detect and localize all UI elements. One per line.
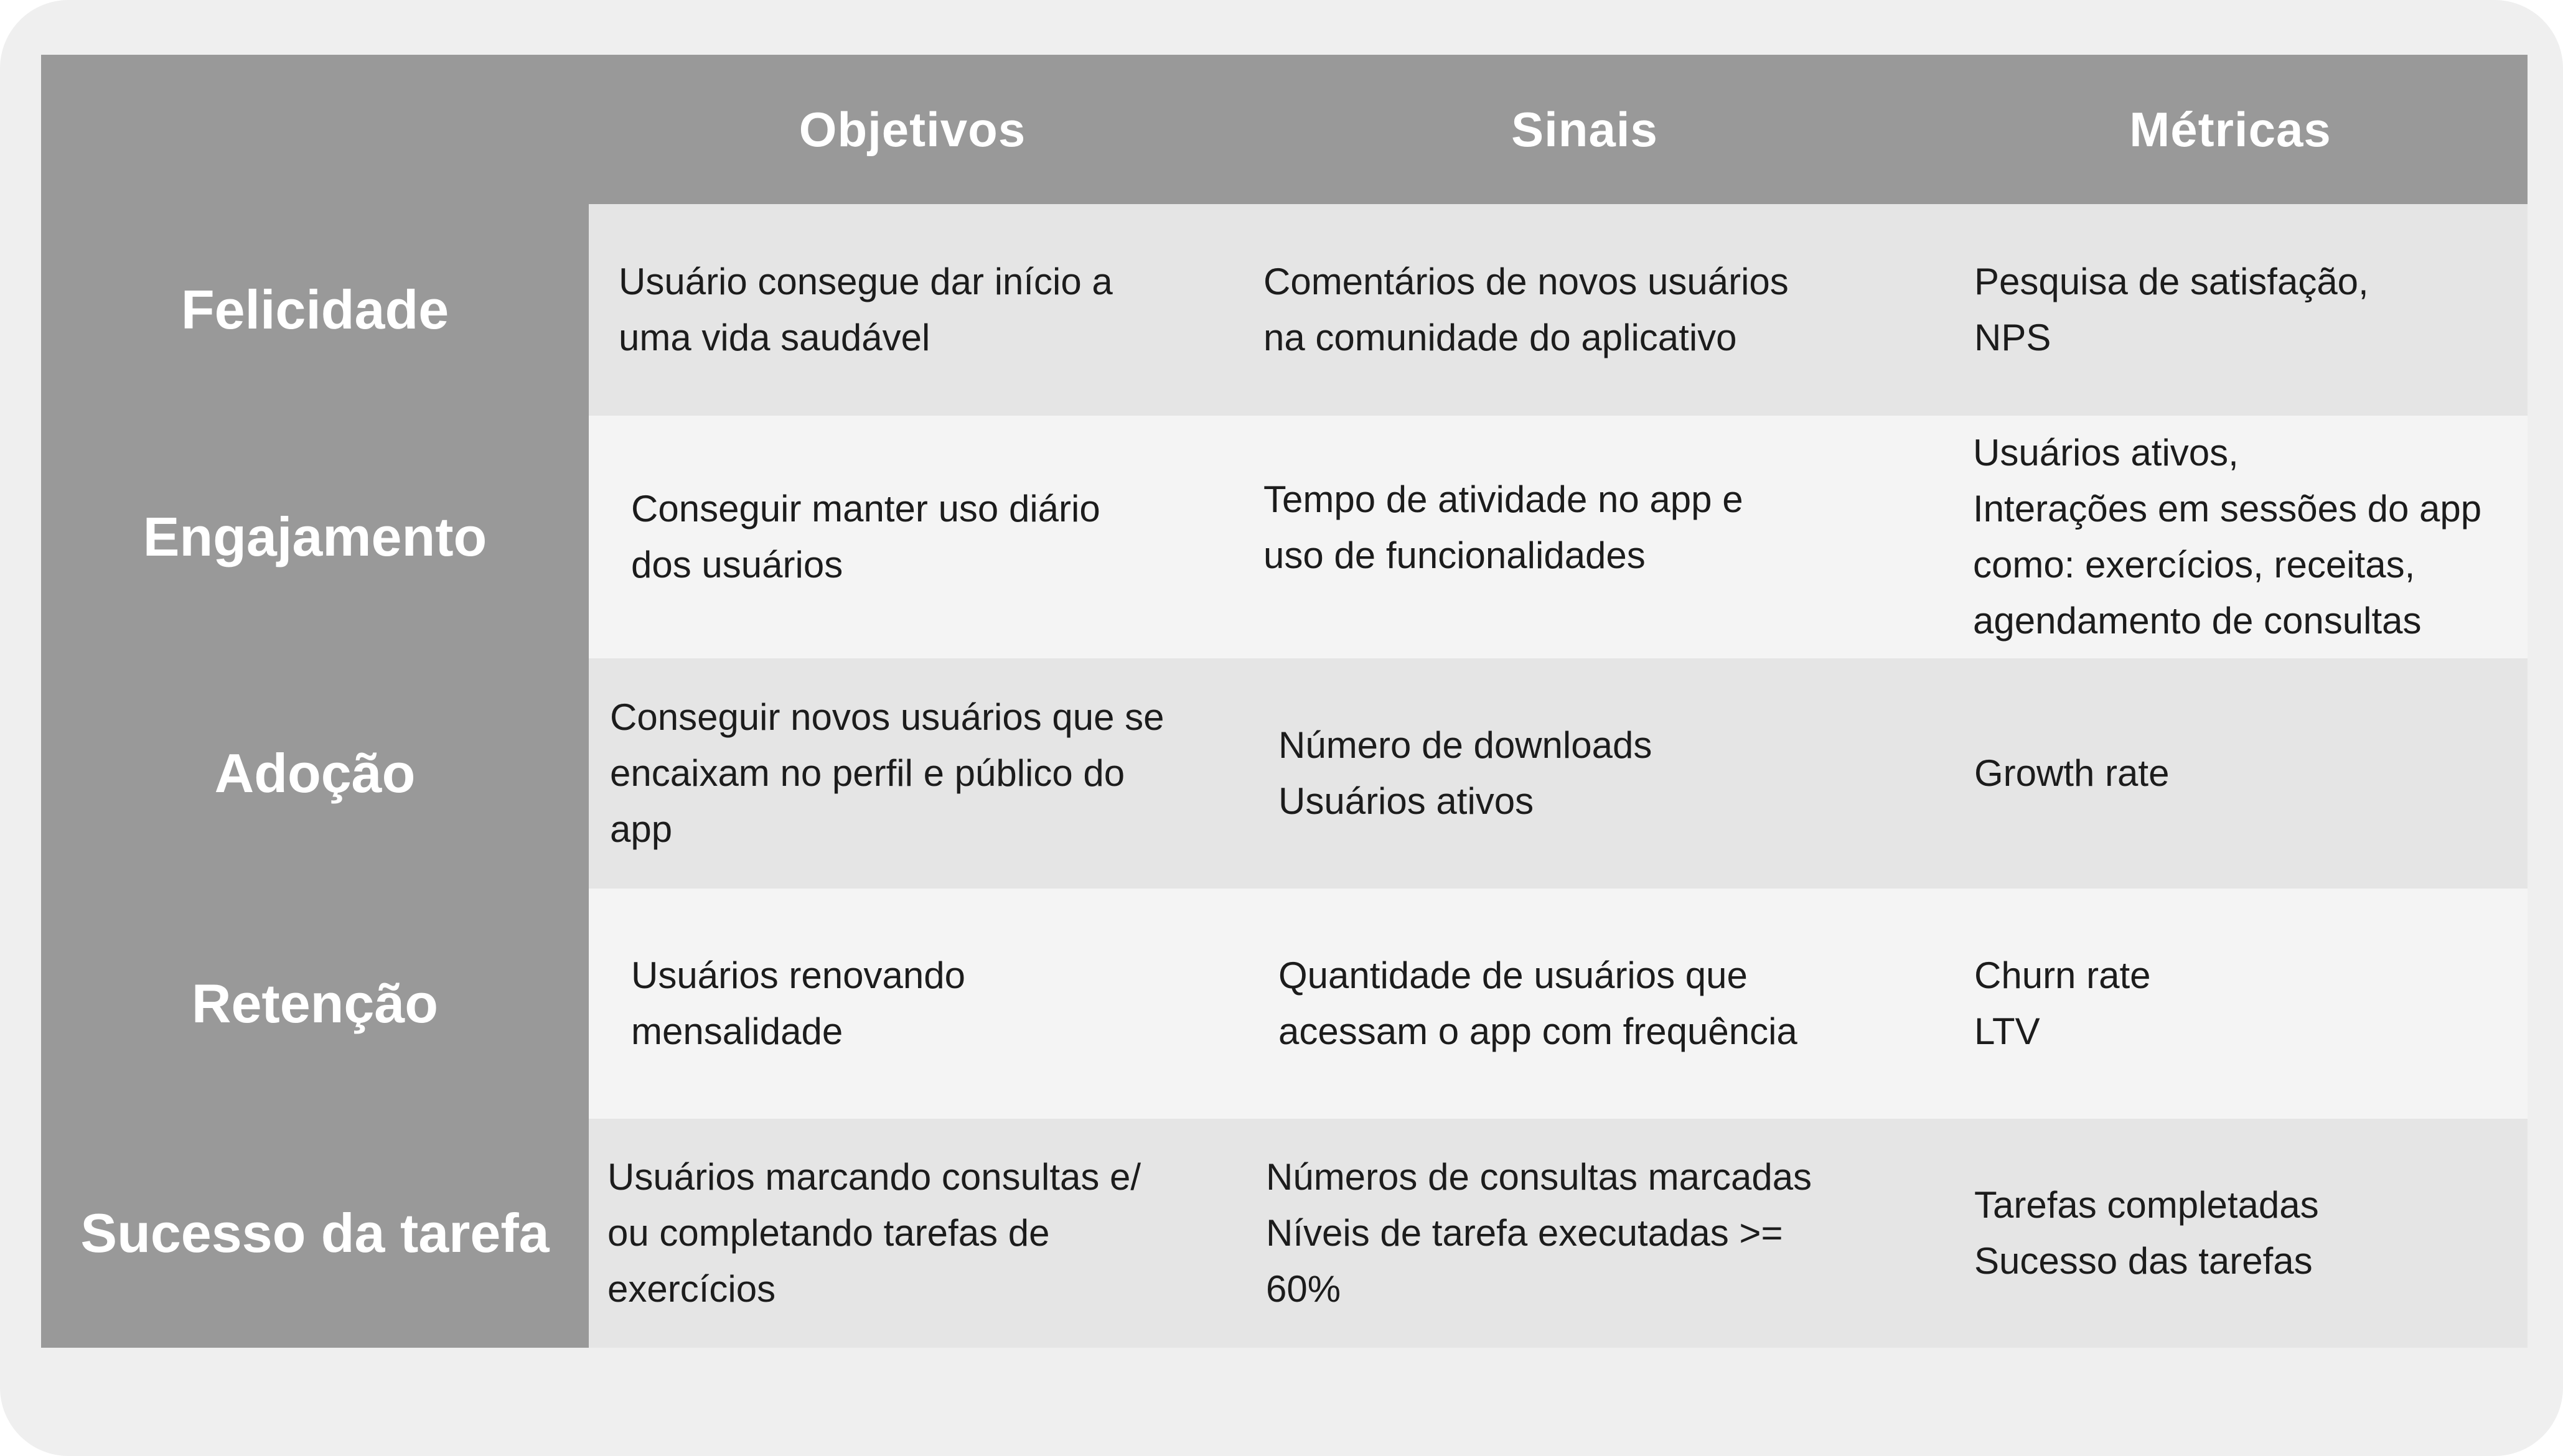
table-cell xyxy=(589,658,1236,889)
table-cell xyxy=(589,204,1236,416)
table-cell xyxy=(1236,204,1933,416)
cell-text: Usuário consegue dar início a uma vida saudável xyxy=(619,261,1113,358)
cell-text: Número de downloads Usuários ativos xyxy=(1278,724,1652,822)
cell-text: Tempo de atividade no app e uso de funcionalidades xyxy=(1263,478,1743,576)
row-header-adocao: Adoção xyxy=(214,742,416,804)
table-cell xyxy=(1236,416,1933,658)
table-cell xyxy=(1933,889,2528,1119)
column-header-sinais: Sinais xyxy=(1511,101,1658,157)
table-cell xyxy=(1933,416,2528,658)
cell-text: Usuários ativos, Interações em sessões do app como: exercícios, receitas, agendamento de consultas xyxy=(1973,432,2482,642)
table-cell xyxy=(589,889,1236,1119)
cell-text: Growth rate xyxy=(1974,752,2170,794)
column-header-objetivos: Objetivos xyxy=(799,101,1026,157)
cell-text: Quantidade de usuários que acessam o app com frequência xyxy=(1278,954,1797,1052)
table-cell xyxy=(1933,1119,2528,1348)
heart-framework-table xyxy=(41,55,2528,1348)
row-header-engajamento: Engajamento xyxy=(143,506,487,567)
cell-text: Churn rate LTV xyxy=(1974,954,2151,1052)
cell-text: Conseguir manter uso diário dos usuários xyxy=(631,488,1100,586)
cell-text: Conseguir novos usuários que se encaixam no perfil e público do app xyxy=(610,696,1164,850)
table-cell xyxy=(1236,1119,1933,1348)
table-cell xyxy=(1933,204,2528,416)
row-header-retencao: Retenção xyxy=(191,973,439,1034)
cell-text: Comentários de novos usuários na comunidade do aplicativo xyxy=(1263,261,1789,358)
cell-text: Tarefas completadas Sucesso das tarefas xyxy=(1974,1184,2319,1282)
row-header-sucesso-da-tarefa: Sucesso da tarefa xyxy=(80,1202,550,1264)
cell-text: Pesquisa de satisfação, NPS xyxy=(1974,261,2369,358)
table-cell xyxy=(1236,889,1933,1119)
table-cell xyxy=(589,416,1236,658)
cell-text: Usuários marcando consultas e/ ou completando tarefas de exercícios xyxy=(607,1156,1141,1310)
cell-text: Usuários renovando mensalidade xyxy=(631,954,965,1052)
table-cell xyxy=(1236,658,1933,889)
column-header-metricas: Métricas xyxy=(2129,101,2331,157)
table-cell xyxy=(589,1119,1236,1348)
cell-text: Números de consultas marcadas Níveis de tarefa executadas >= 60% xyxy=(1266,1156,1812,1310)
table-cell xyxy=(1933,658,2528,889)
row-header-felicidade: Felicidade xyxy=(180,279,449,340)
